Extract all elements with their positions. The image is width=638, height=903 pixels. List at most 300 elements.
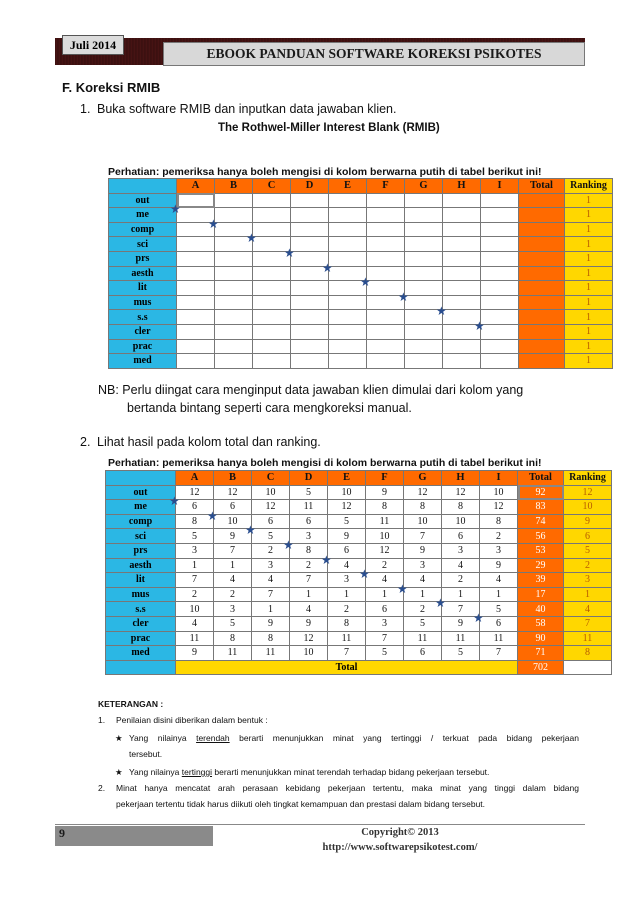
score-cell[interactable] (290, 616, 328, 631)
total-row-label: Total (176, 660, 518, 675)
score-cell[interactable] (290, 602, 328, 617)
total-row-spacer (106, 660, 176, 675)
input-cell[interactable] (481, 193, 519, 208)
total-cell (519, 193, 565, 208)
input-cell[interactable] (291, 339, 329, 354)
category-label: cler (109, 324, 177, 339)
score-cell[interactable] (480, 500, 518, 515)
table-row (106, 631, 612, 646)
ranking-cell: 8 (564, 646, 612, 661)
score-value: 10 (455, 516, 466, 528)
input-cell[interactable] (177, 339, 215, 354)
copyright-url: http://www.softwarepsikotest.com/ (322, 842, 478, 853)
score-value: 11 (455, 632, 466, 644)
input-cell[interactable] (481, 354, 519, 369)
score-value: 9 (458, 618, 463, 630)
input-cell[interactable] (253, 310, 291, 325)
score-cell[interactable] (328, 631, 366, 646)
score-cell[interactable] (404, 558, 442, 573)
score-value: 1 (420, 589, 425, 601)
input-cell[interactable] (329, 208, 367, 223)
score-value: 3 (230, 603, 235, 615)
input-cell[interactable] (253, 222, 291, 237)
score-cell[interactable] (366, 616, 404, 631)
input-cell[interactable] (177, 251, 215, 266)
input-cell[interactable] (253, 193, 291, 208)
star-marker-icon: ★ (207, 508, 218, 523)
input-cell[interactable] (291, 354, 329, 369)
score-cell[interactable] (290, 631, 328, 646)
input-cell[interactable] (367, 193, 405, 208)
input-cell[interactable] (481, 251, 519, 266)
input-cell[interactable] (405, 266, 443, 281)
table-row (106, 543, 612, 558)
input-cell[interactable] (177, 193, 215, 208)
score-value: 8 (344, 618, 349, 630)
score-value: 12 (417, 486, 428, 498)
table-row (109, 324, 613, 339)
category-label: aesth (106, 558, 176, 573)
score-cell[interactable] (328, 514, 366, 529)
input-cell[interactable] (215, 281, 253, 296)
score-cell[interactable] (214, 543, 252, 558)
input-cell[interactable] (367, 310, 405, 325)
input-cell[interactable] (443, 222, 481, 237)
input-cell[interactable] (329, 193, 367, 208)
total-header: Total (518, 471, 564, 486)
total-cell (519, 354, 565, 369)
score-cell[interactable] (290, 485, 328, 500)
input-cell[interactable] (215, 295, 253, 310)
score-value: 9 (306, 618, 311, 630)
score-cell[interactable] (404, 543, 442, 558)
total-cell: 92 (518, 485, 564, 500)
score-cell[interactable] (328, 587, 366, 602)
column-header: G (404, 471, 442, 486)
table-row (106, 616, 612, 631)
score-cell[interactable] (290, 514, 328, 529)
footer-copyright (300, 825, 500, 855)
star-marker-icon: ★ (359, 567, 370, 582)
score-value: 1 (268, 603, 273, 615)
input-cell[interactable] (329, 339, 367, 354)
score-value: 10 (265, 486, 276, 498)
input-cell[interactable] (253, 354, 291, 369)
input-cell[interactable] (215, 324, 253, 339)
input-cell[interactable] (481, 266, 519, 281)
input-cell[interactable] (177, 310, 215, 325)
score-cell[interactable] (252, 514, 290, 529)
input-cell[interactable] (177, 295, 215, 310)
ranking-cell: 1 (565, 324, 613, 339)
score-cell[interactable] (442, 543, 480, 558)
input-cell[interactable] (405, 354, 443, 369)
score-cell[interactable] (442, 587, 480, 602)
score-cell[interactable] (328, 543, 366, 558)
nb-line1: NB: Perlu diingat cara menginput data jawaban klien dimulai dari kolom yang (98, 383, 524, 397)
score-value: 10 (493, 486, 504, 498)
score-cell[interactable] (290, 573, 328, 588)
input-cell[interactable] (481, 208, 519, 223)
category-label: med (106, 646, 176, 661)
input-cell[interactable] (215, 193, 253, 208)
rmib-input-table (108, 178, 613, 369)
input-cell[interactable] (177, 281, 215, 296)
score-cell[interactable] (480, 631, 518, 646)
score-cell[interactable] (404, 529, 442, 544)
input-cell[interactable] (443, 193, 481, 208)
input-cell[interactable] (481, 237, 519, 252)
score-cell[interactable] (404, 631, 442, 646)
score-cell[interactable] (214, 602, 252, 617)
score-value: 7 (306, 574, 311, 586)
table-row (109, 295, 613, 310)
score-cell[interactable] (176, 529, 214, 544)
score-cell[interactable] (366, 646, 404, 661)
score-cell[interactable] (480, 587, 518, 602)
score-cell[interactable] (252, 616, 290, 631)
score-value: 1 (192, 559, 197, 571)
score-value: 9 (268, 618, 273, 630)
input-cell[interactable] (215, 354, 253, 369)
table-row (106, 485, 612, 500)
score-cell[interactable] (252, 587, 290, 602)
input-cell[interactable] (291, 310, 329, 325)
score-cell[interactable] (252, 500, 290, 515)
keterangan-item1: Penilaian disini diberikan dalam bentuk : (116, 715, 268, 725)
score-value: 7 (420, 530, 425, 542)
input-cell[interactable] (329, 237, 367, 252)
score-cell[interactable] (480, 529, 518, 544)
table-row (109, 222, 613, 237)
table-row (109, 251, 613, 266)
ranking-cell: 1 (565, 281, 613, 296)
score-cell[interactable] (480, 543, 518, 558)
input-cell[interactable] (443, 339, 481, 354)
score-value: 8 (268, 632, 273, 644)
score-cell[interactable] (404, 514, 442, 529)
score-cell[interactable] (176, 558, 214, 573)
score-cell[interactable] (214, 646, 252, 661)
input-cell[interactable] (405, 208, 443, 223)
ranking-cell: 1 (565, 295, 613, 310)
input-cell[interactable] (177, 324, 215, 339)
score-cell[interactable] (442, 500, 480, 515)
score-cell[interactable] (442, 529, 480, 544)
input-cell[interactable] (215, 251, 253, 266)
input-cell[interactable] (405, 237, 443, 252)
input-cell[interactable] (443, 354, 481, 369)
score-cell[interactable] (442, 631, 480, 646)
score-value: 10 (189, 603, 200, 615)
score-value: 5 (268, 530, 273, 542)
score-cell[interactable] (214, 500, 252, 515)
score-cell[interactable] (328, 646, 366, 661)
score-cell[interactable] (366, 543, 404, 558)
input-cell[interactable] (291, 324, 329, 339)
input-cell[interactable] (367, 222, 405, 237)
input-cell[interactable] (329, 354, 367, 369)
input-cell[interactable] (253, 281, 291, 296)
score-value: 7 (344, 647, 349, 659)
score-value: 10 (341, 486, 352, 498)
score-cell[interactable] (366, 558, 404, 573)
score-cell[interactable] (480, 514, 518, 529)
score-cell[interactable] (176, 646, 214, 661)
score-value: 2 (420, 603, 425, 615)
score-cell[interactable] (328, 602, 366, 617)
score-cell[interactable] (252, 631, 290, 646)
ranking-cell: 2 (564, 558, 612, 573)
input-cell[interactable] (253, 339, 291, 354)
score-value: 1 (344, 589, 349, 601)
score-value: 9 (420, 545, 425, 557)
input-cell[interactable] (367, 251, 405, 266)
score-cell[interactable] (366, 602, 404, 617)
score-cell[interactable] (473, 610, 518, 631)
input-cell[interactable] (443, 266, 481, 281)
score-value: 8 (458, 501, 463, 513)
input-cell[interactable] (405, 222, 443, 237)
score-cell[interactable] (290, 529, 328, 544)
figure2-note: Perhatian: pemeriksa hanya boleh mengisi di kolom berwarna putih di tabel berikut ini! (108, 457, 542, 469)
score-cell[interactable] (366, 631, 404, 646)
input-cell[interactable] (291, 193, 329, 208)
score-cell[interactable] (404, 500, 442, 515)
score-cell[interactable] (480, 573, 518, 588)
input-cell[interactable] (253, 295, 291, 310)
keterangan-bullet1: Yang nilainya terendah berarti menunjukkan minat yang tertinggi / terkuat pada bidang pekerjaan (129, 733, 579, 743)
input-cell[interactable] (177, 237, 215, 252)
score-cell[interactable] (480, 485, 518, 500)
score-cell[interactable] (366, 529, 404, 544)
score-cell[interactable] (442, 573, 480, 588)
score-cell[interactable] (328, 529, 366, 544)
star-marker-icon: ★ (360, 275, 371, 290)
star-marker-icon: ★ (321, 552, 332, 567)
total-cell: 40 (518, 602, 564, 617)
input-cell[interactable] (367, 208, 405, 223)
score-value: 3 (344, 574, 349, 586)
score-cell[interactable] (176, 587, 214, 602)
score-cell[interactable] (252, 573, 290, 588)
page-number: 9 (59, 826, 65, 840)
total-cell: 53 (518, 543, 564, 558)
input-cell[interactable] (481, 222, 519, 237)
input-cell[interactable] (215, 208, 253, 223)
input-cell[interactable] (291, 295, 329, 310)
input-cell[interactable] (291, 208, 329, 223)
column-header: D (291, 179, 329, 194)
score-cell[interactable] (442, 558, 480, 573)
score-value: 8 (192, 516, 197, 528)
score-cell[interactable] (290, 587, 328, 602)
input-cell[interactable] (367, 324, 405, 339)
score-value: 9 (192, 647, 197, 659)
input-cell[interactable] (481, 339, 519, 354)
score-cell[interactable] (366, 500, 404, 515)
score-value: 8 (382, 501, 387, 513)
input-cell[interactable] (177, 354, 215, 369)
score-cell[interactable] (252, 485, 290, 500)
input-cell[interactable] (329, 295, 367, 310)
total-cell: 58 (518, 616, 564, 631)
score-cell[interactable] (214, 573, 252, 588)
category-label: cler (106, 616, 176, 631)
input-cell[interactable] (329, 324, 367, 339)
input-cell[interactable] (443, 281, 481, 296)
column-header: H (442, 471, 480, 486)
score-cell[interactable] (176, 543, 214, 558)
input-cell[interactable] (481, 310, 519, 325)
input-cell[interactable] (443, 295, 481, 310)
score-cell[interactable] (404, 646, 442, 661)
score-cell[interactable] (176, 616, 214, 631)
score-cell[interactable] (480, 558, 518, 573)
input-cell[interactable] (481, 295, 519, 310)
score-value: 5 (382, 647, 387, 659)
score-value: 12 (303, 632, 314, 644)
category-label: mus (106, 587, 176, 602)
input-cell[interactable] (443, 237, 481, 252)
score-value: 9 (230, 530, 235, 542)
table-row (109, 208, 613, 223)
score-value: 6 (496, 618, 501, 630)
input-cell[interactable] (215, 310, 253, 325)
category-label: s.s (109, 310, 177, 325)
input-cell[interactable] (367, 354, 405, 369)
input-cell[interactable] (215, 266, 253, 281)
score-cell[interactable] (176, 631, 214, 646)
input-cell[interactable] (367, 339, 405, 354)
score-cell[interactable] (442, 514, 480, 529)
score-cell[interactable] (328, 616, 366, 631)
score-cell[interactable] (214, 616, 252, 631)
total-cell (519, 251, 565, 266)
input-cell[interactable] (215, 339, 253, 354)
score-cell[interactable] (252, 646, 290, 661)
star-marker-icon: ★ (473, 610, 484, 625)
input-cell[interactable] (443, 208, 481, 223)
input-cell[interactable] (405, 281, 443, 296)
input-cell[interactable] (405, 324, 443, 339)
total-cell (519, 281, 565, 296)
ranking-cell: 1 (565, 310, 613, 325)
score-value: 5 (458, 647, 463, 659)
score-cell[interactable] (480, 602, 518, 617)
score-cell[interactable] (480, 646, 518, 661)
score-cell[interactable] (442, 646, 480, 661)
total-cell: 90 (518, 631, 564, 646)
score-cell[interactable] (290, 646, 328, 661)
star-marker-icon: ★ (245, 523, 256, 538)
input-cell[interactable] (329, 251, 367, 266)
ranking-cell: 12 (564, 485, 612, 500)
category-label: out (109, 193, 177, 208)
score-value: 6 (192, 501, 197, 513)
score-cell[interactable] (366, 485, 404, 500)
input-cell[interactable] (443, 251, 481, 266)
input-cell[interactable] (329, 222, 367, 237)
score-value: 5 (344, 516, 349, 528)
score-cell[interactable] (290, 500, 328, 515)
total-header: Total (519, 179, 565, 194)
score-cell[interactable] (328, 485, 366, 500)
input-cell[interactable] (405, 339, 443, 354)
score-cell[interactable] (404, 573, 442, 588)
input-cell[interactable] (253, 266, 291, 281)
score-value: 1 (458, 589, 463, 601)
table-row (106, 646, 612, 661)
input-cell[interactable] (177, 266, 215, 281)
score-cell[interactable] (214, 631, 252, 646)
score-value: 12 (493, 501, 504, 513)
score-cell[interactable] (214, 558, 252, 573)
input-cell[interactable] (474, 318, 519, 339)
score-value: 11 (303, 501, 314, 513)
header-corner-cell (106, 471, 176, 486)
ranking-cell: 6 (564, 529, 612, 544)
score-cell[interactable] (176, 485, 214, 500)
column-header: A (177, 179, 215, 194)
score-cell[interactable] (442, 485, 480, 500)
score-cell[interactable] (366, 514, 404, 529)
score-value: 11 (189, 632, 200, 644)
star-marker-icon: ★ (170, 202, 181, 217)
input-cell[interactable] (405, 251, 443, 266)
rmib-result-table (105, 470, 612, 675)
ranking-cell: 1 (565, 266, 613, 281)
ranking-cell: 11 (564, 631, 612, 646)
score-value: 7 (192, 574, 197, 586)
score-value: 8 (496, 516, 501, 528)
star-marker-icon: ★ (474, 318, 485, 333)
score-cell[interactable] (252, 558, 290, 573)
keterangan-item1-number: 1. (98, 715, 106, 725)
score-value: 11 (493, 632, 504, 644)
total-cell: 39 (518, 573, 564, 588)
score-cell[interactable] (404, 485, 442, 500)
score-cell[interactable] (252, 602, 290, 617)
keterangan-bullet2: Yang nilainya tertinggi berarti menunjukkan minat terendah terhadap bidang pekerjaan tersebut. (129, 767, 490, 777)
input-cell[interactable] (291, 222, 329, 237)
input-cell[interactable] (253, 208, 291, 223)
score-cell[interactable] (404, 616, 442, 631)
score-value: 4 (344, 559, 349, 571)
figure1-note: Perhatian: pemeriksa hanya boleh mengisi di kolom berwarna putih di tabel berikut ini! (108, 166, 542, 178)
table-row (106, 573, 612, 588)
score-cell[interactable] (214, 485, 252, 500)
column-header: I (480, 471, 518, 486)
score-value: 10 (379, 530, 390, 542)
score-cell[interactable] (328, 500, 366, 515)
category-label: prac (109, 339, 177, 354)
input-cell[interactable] (367, 266, 405, 281)
score-cell[interactable] (176, 602, 214, 617)
input-cell[interactable] (291, 281, 329, 296)
category-label: prac (106, 631, 176, 646)
input-cell[interactable] (291, 237, 329, 252)
score-cell[interactable] (176, 573, 214, 588)
input-cell[interactable] (329, 310, 367, 325)
score-cell[interactable] (214, 587, 252, 602)
input-cell[interactable] (405, 193, 443, 208)
input-cell[interactable] (367, 237, 405, 252)
ranking-cell: 3 (564, 573, 612, 588)
ranking-header: Ranking (564, 471, 612, 486)
input-cell[interactable] (253, 324, 291, 339)
input-cell[interactable] (481, 281, 519, 296)
